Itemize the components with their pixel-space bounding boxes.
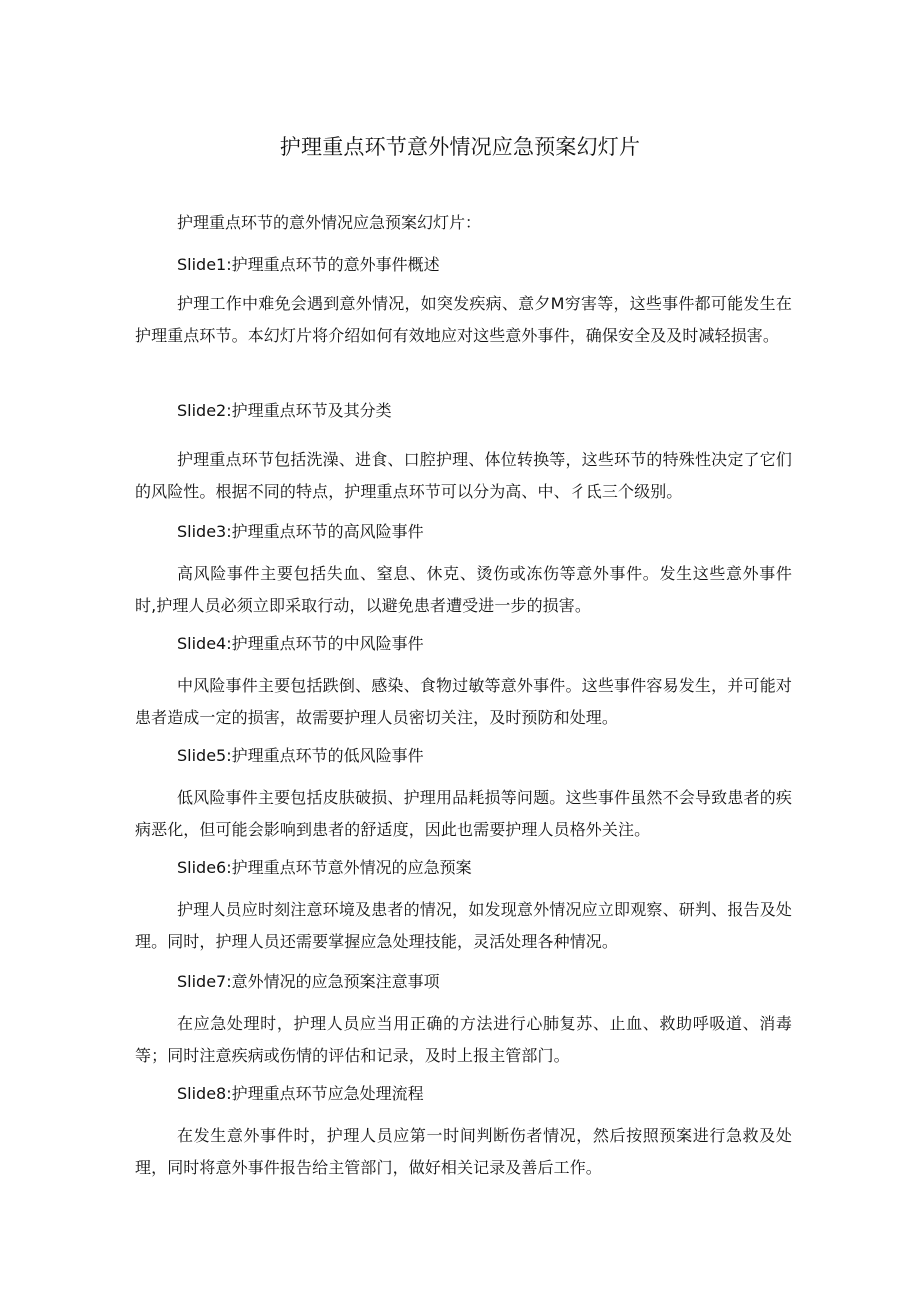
- slide-1-heading: Slide1:护理重点环节的意外事件概述: [177, 255, 440, 274]
- slide-5-heading: Slide5:护理重点环节的低风险事件: [177, 746, 424, 765]
- slide-1-body: 护理工作中难免会遇到意外情况，如突发疾病、意夕M穷害等，这些事件都可能发生在护理重点环节。本幻灯片将介绍如何有效地应对这些意外事件，确保安全及及时减轻损害。: [135, 294, 792, 345]
- slide-3-heading: Slide3:护理重点环节的高风险事件: [177, 522, 424, 541]
- slide-8-heading: Slide8:护理重点环节应急处理流程: [177, 1084, 424, 1103]
- slide-8-body: 在发生意外事件时，护理人员应第一时间判断伤者情况，然后按照预案进行急救及处理，同时将意外事件报告给主管部门，做好相关记录及善后工作。: [135, 1126, 792, 1177]
- slide-2-body: 护理重点环节包括洗澡、进食、口腔护理、体位转换等，这些环节的特殊性决定了它们的风险性。根据不同的特点，护理重点环节可以分为高、中、彳氐三个级别。: [135, 450, 792, 501]
- slide-4-body: 中风险事件主要包括跌倒、感染、食物过敏等意外事件。这些事件容易发生，并可能对患者造成一定的损害，故需要护理人员密切关注，及时预防和处理。: [135, 676, 792, 727]
- intro-text: 护理重点环节的意外情况应急预案幻灯片：: [177, 213, 482, 232]
- page-title: 护理重点环节意外情况应急预案幻灯片: [279, 135, 641, 159]
- slide-6-heading: Slide6:护理重点环节意外情况的应急预案: [177, 858, 472, 877]
- slide-3-body: 高风险事件主要包括失血、窒息、休克、烫伤或冻伤等意外事件。发生这些意外事件时,护理人员必须立即采取行动，以避免患者遭受进一步的损害。: [135, 564, 792, 615]
- slide-5-body: 低风险事件主要包括皮肤破损、护理用品耗损等问题。这些事件虽然不会导致患者的疾病恶化，但可能会影响到患者的舒适度，因此也需要护理人员格外关注。: [135, 788, 792, 839]
- slide-7-body: 在应急处理时，护理人员应当用正确的方法进行心肺复苏、止血、救助呼吸道、消毒等；同时注意疾病或伤情的评估和记录，及时上报主管部门。: [135, 1014, 792, 1065]
- slide-2-heading: Slide2:护理重点环节及其分类: [177, 401, 392, 420]
- slide-7-heading: Slide7:意外情况的应急预案注意事项: [177, 972, 440, 991]
- slide-6-body: 护理人员应时刻注意环境及患者的情况，如发现意外情况应立即观察、研判、报告及处理。同时，护理人员还需要掌握应急处理技能，灵活处理各种情况。: [135, 900, 792, 951]
- slide-4-heading: Slide4:护理重点环节的中风险事件: [177, 634, 424, 653]
